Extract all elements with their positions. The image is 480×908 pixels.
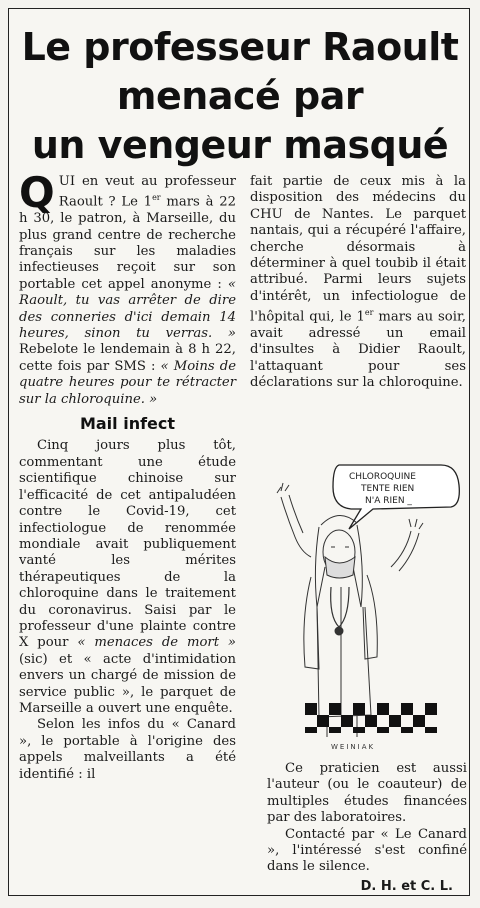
paragraph-1 <box>19 168 236 408</box>
paragraph-1-text-b: mars à 22 h 30, le patron, à Marseille, du plus grand centre de recherche français sur les maladies infectieuses reçoit sur son portable cet appel anonyme : <box>19 194 236 292</box>
paragraph-1-text-a: UI en veut au professeur Raoult ? Le 1 <box>58 174 236 210</box>
quote-sms: « Moins de quatre heures pour te rétracter sur la chloroquine. » <box>19 358 236 407</box>
paragraph-4-text-a: fait partie de ceux mis à la disposition des médecins du CHU de Nantes. Le parquet nantais, qui a récupéré l'affaire, cherche désormais à déterminer à quel toubib il était attribué. Parmi leurs sujets d'intérêt, un infectiologue de l'hôpital qui, le 1 <box>250 174 466 325</box>
headline-line-2: menacé par <box>116 74 364 118</box>
ordinal-suffix: er <box>152 193 161 203</box>
cartoon-caption <box>267 761 467 876</box>
paragraph-2-text-a: Cinq jours plus tôt, commentant une étude scientifique chinoise sur l'efficacité de cet antipaludéen contre le Covid-19, cet infectiologue de renommée mondiale avait publiquement vanté les mérites thérapeutiques de la chloroquine dans le traitement du coronavirus. Saisi par le professeur d'une plainte contre X pour <box>19 438 236 651</box>
ordinal-suffix-2: er <box>364 308 374 318</box>
caption-paragraph-1: Ce praticien est aussi l'auteur (ou le coauteur) de multiples études financées par des laboratoires. <box>267 761 467 826</box>
caption-paragraph-2: Contacté par « Le Canard », l'intéressé s'est confiné dans le silence. <box>267 826 467 875</box>
artist-signature: WEINIAK <box>331 743 376 751</box>
headline-line-3: un vengeur masqué <box>31 123 449 167</box>
bubble-text-line-2: TENTE RIEN <box>361 484 415 494</box>
headline <box>9 23 471 170</box>
paragraph-2-text-b: (sic) et « acte d'intimidation envers un chargé de mission de service public », le parquet de Marseille a ouvert une enquête. <box>19 651 236 716</box>
article-column-2 <box>250 174 466 392</box>
quote-phone-call: « Raoult, tu vas arrêter de dire des conneries d'ici demain 14 heures, sinon tu verras. » <box>19 276 236 342</box>
quote-threats: « menaces de mort » <box>77 635 236 651</box>
headline-line-1: Le professeur Raoult <box>21 25 459 69</box>
author-signature: D. H. et C. L. <box>360 879 453 894</box>
cartoon-illustration <box>261 457 466 757</box>
paragraph-2 <box>19 438 236 717</box>
paragraph-3: Selon les infos du « Canard », le portable à l'origine des appels malveillants a été identifié : il <box>19 717 236 782</box>
bubble-text-line-1: CHLOROQUINE <box>349 472 416 482</box>
bubble-text-line-3: N'A RIEN _ <box>365 496 412 506</box>
drop-cap: Q <box>19 168 55 217</box>
subheading: Mail infect <box>79 414 176 434</box>
article-frame <box>8 8 470 896</box>
paragraph-1-text-c: Rebelote le lendemain à 8 h 22, cette fois par SMS : <box>19 342 236 374</box>
paragraph-4-text-b: mars au soir, avait adressé un email d'insultes à Didier Raoult, l'attaquant pour ses déclarations sur la chloroquine. <box>250 309 466 391</box>
paragraph-4 <box>250 174 466 392</box>
doctor-figure <box>277 483 423 737</box>
article-column-1 <box>19 168 236 783</box>
